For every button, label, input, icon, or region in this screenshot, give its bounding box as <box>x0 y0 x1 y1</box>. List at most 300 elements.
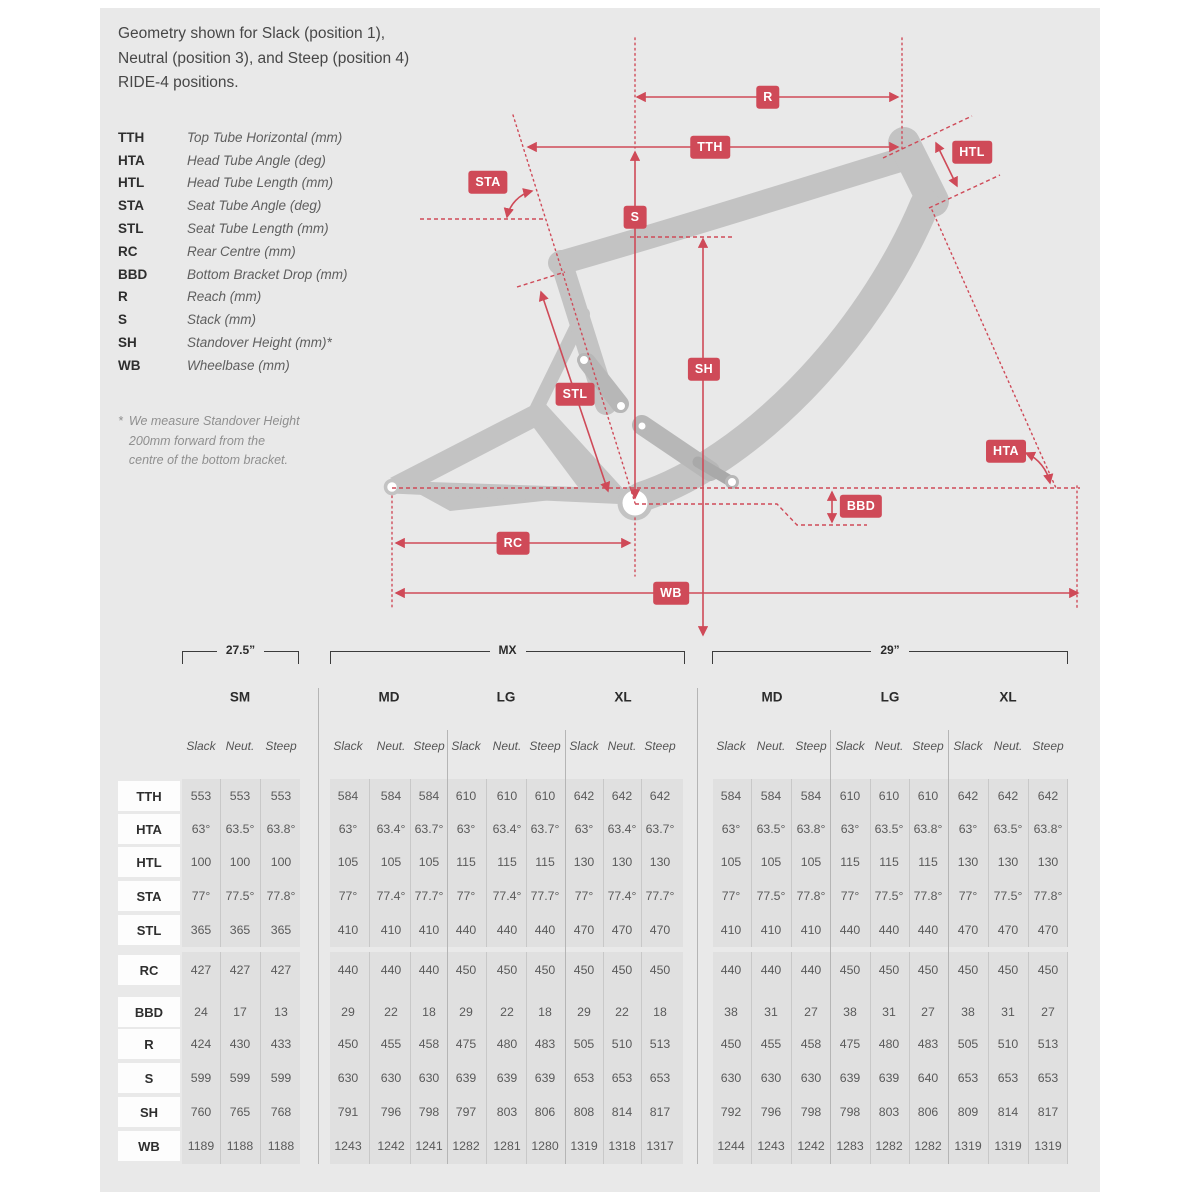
geometry-value: 584 <box>800 789 822 803</box>
geometry-value: 450 <box>534 963 556 977</box>
geometry-value: 63° <box>456 822 476 836</box>
row-label: R <box>118 1029 180 1059</box>
geometry-value: 63.8° <box>913 822 943 836</box>
diagram-badge-sta: STA <box>468 171 507 194</box>
geometry-value: 458 <box>418 1037 440 1051</box>
geometry-value: 640 <box>917 1071 939 1085</box>
geometry-value: 803 <box>496 1105 518 1119</box>
position-header: Steep <box>644 739 676 753</box>
geometry-value: 584 <box>760 789 782 803</box>
position-header: Neut. <box>607 739 637 753</box>
geometry-value: 639 <box>878 1071 900 1085</box>
geometry-value: 630 <box>760 1071 782 1085</box>
column-separator <box>1028 952 1029 1164</box>
geometry-value: 63° <box>958 822 978 836</box>
position-header: Slack <box>186 739 216 753</box>
position-header: Neut. <box>492 739 522 753</box>
geometry-value: 814 <box>997 1105 1019 1119</box>
legend-desc: Bottom Bracket Drop (mm) <box>187 266 348 282</box>
geometry-value: 105 <box>720 855 742 869</box>
geometry-value: 63.8° <box>266 822 296 836</box>
geometry-value: 77.5° <box>756 889 786 903</box>
geometry-value: 470 <box>573 923 595 937</box>
geometry-value: 77.8° <box>913 889 943 903</box>
diagram-badge-bbd: BBD <box>840 495 882 518</box>
geometry-table <box>100 8 1100 1192</box>
geometry-value: 440 <box>720 963 742 977</box>
geometry-value: 470 <box>957 923 979 937</box>
geometry-value: 115 <box>840 855 860 869</box>
column-separator <box>751 779 752 947</box>
size-label: MD <box>761 689 783 705</box>
geometry-value: 450 <box>337 1037 359 1051</box>
geometry-value: 483 <box>917 1037 939 1051</box>
position-header: Steep <box>912 739 944 753</box>
geometry-value: 22 <box>500 1005 514 1019</box>
legend-desc: Top Tube Horizontal (mm) <box>187 129 343 145</box>
geometry-value: 29 <box>577 1005 591 1019</box>
geometry-value: 440 <box>534 923 556 937</box>
geometry-value: 1188 <box>226 1139 254 1153</box>
geometry-value: 630 <box>380 1071 402 1085</box>
geometry-value: 63.7° <box>645 822 675 836</box>
geometry-value: 470 <box>649 923 671 937</box>
geometry-value: 450 <box>455 963 477 977</box>
geometry-value: 63° <box>191 822 211 836</box>
group-separator <box>318 688 319 1164</box>
geometry-value: 63.8° <box>796 822 826 836</box>
column-separator <box>260 779 261 947</box>
column-separator <box>909 779 910 947</box>
geometry-value: 31 <box>882 1005 896 1019</box>
column-separator <box>603 779 604 947</box>
diagram-badge-htl: HTL <box>952 141 992 164</box>
legend-desc: Head Tube Angle (deg) <box>187 152 326 168</box>
geometry-value: 450 <box>878 963 900 977</box>
position-header: Steep <box>795 739 827 753</box>
geometry-value: 77° <box>721 889 741 903</box>
geometry-value: 505 <box>573 1037 595 1051</box>
wheel-size-label: 29” <box>880 643 900 657</box>
geometry-value: 653 <box>997 1071 1019 1085</box>
geometry-panel <box>100 8 1100 1192</box>
row-label: HTL <box>118 847 180 877</box>
row-label: SH <box>118 1097 180 1127</box>
wheel-size-label: MX <box>498 643 517 657</box>
geometry-value: 450 <box>649 963 671 977</box>
bracket-line <box>909 651 1067 652</box>
bracket-line <box>183 651 217 652</box>
column-separator <box>369 952 370 1164</box>
size-label: XL <box>999 689 1017 705</box>
legend-desc: Reach (mm) <box>187 289 262 305</box>
legend-abbr: HTL <box>118 175 145 191</box>
geometry-value: 63.4° <box>376 822 406 836</box>
row-label: S <box>118 1063 180 1093</box>
geometry-value: 13 <box>274 1005 288 1019</box>
bracket-line <box>526 651 685 652</box>
geometry-value: 100 <box>190 855 212 869</box>
geometry-value: 1188 <box>267 1139 295 1153</box>
geometry-value: 77° <box>191 889 211 903</box>
column-separator <box>988 952 989 1164</box>
column-separator <box>1067 779 1068 947</box>
geometry-value: 130 <box>1037 855 1059 869</box>
geometry-value: 29 <box>341 1005 355 1019</box>
geometry-value: 29 <box>459 1005 473 1019</box>
column-separator <box>410 952 411 1164</box>
geometry-value: 440 <box>455 923 477 937</box>
geometry-value: 639 <box>534 1071 556 1085</box>
bracket-line <box>264 651 298 652</box>
geometry-value: 610 <box>839 789 861 803</box>
column-separator <box>870 952 871 1164</box>
geometry-value: 808 <box>573 1105 595 1119</box>
geometry-value: 610 <box>534 789 556 803</box>
wheel-size-bracket <box>182 643 299 664</box>
geometry-value: 18 <box>538 1005 552 1019</box>
geometry-value: 470 <box>1037 923 1059 937</box>
geometry-value: 642 <box>649 789 671 803</box>
column-separator <box>486 952 487 1164</box>
size-label: SM <box>229 689 251 705</box>
geometry-value: 77.7° <box>530 889 560 903</box>
geometry-value: 817 <box>1037 1105 1059 1119</box>
geometry-value: 760 <box>190 1105 212 1119</box>
geometry-value: 115 <box>497 855 517 869</box>
footnote-line: 200mm forward from the <box>128 433 266 448</box>
geometry-value: 584 <box>380 789 402 803</box>
geometry-value: 1319 <box>570 1139 598 1153</box>
geometry-value: 77.8° <box>796 889 826 903</box>
geometry-value: 798 <box>418 1105 440 1119</box>
geometry-value: 809 <box>957 1105 979 1119</box>
geometry-value: 642 <box>997 789 1019 803</box>
position-header: Steep <box>529 739 561 753</box>
position-header: Steep <box>1032 739 1064 753</box>
geometry-value: 653 <box>957 1071 979 1085</box>
geometry-value: 105 <box>418 855 440 869</box>
geometry-value: 642 <box>957 789 979 803</box>
geometry-value: 410 <box>337 923 359 937</box>
footnote-asterisk: * <box>118 414 123 428</box>
geometry-value: 1241 <box>415 1139 443 1153</box>
geometry-value: 77.5° <box>874 889 904 903</box>
geometry-value: 440 <box>496 923 518 937</box>
geometry-value: 410 <box>720 923 742 937</box>
geometry-value: 630 <box>418 1071 440 1085</box>
position-header: Slack <box>716 739 746 753</box>
geometry-value: 22 <box>615 1005 629 1019</box>
diagram-badge-stl: STL <box>556 383 595 406</box>
geometry-value: 38 <box>724 1005 738 1019</box>
row-label: HTA <box>118 814 180 844</box>
size-label: MD <box>378 689 400 705</box>
column-separator <box>260 952 261 1164</box>
geometry-value: 410 <box>760 923 782 937</box>
geometry-value: 450 <box>611 963 633 977</box>
column-separator <box>988 779 989 947</box>
column-separator <box>870 779 871 947</box>
column-separator <box>791 952 792 1164</box>
geometry-value: 610 <box>455 789 477 803</box>
geometry-value: 440 <box>418 963 440 977</box>
geometry-value: 806 <box>534 1105 556 1119</box>
geometry-value: 38 <box>961 1005 975 1019</box>
column-separator <box>641 779 642 947</box>
legend-abbr: HTA <box>118 152 145 168</box>
size-label: LG <box>496 689 516 705</box>
position-header: Steep <box>265 739 297 753</box>
row-label: BBD <box>118 997 180 1027</box>
legend-desc: Standover Height (mm)* <box>187 335 332 351</box>
geometry-value: 599 <box>190 1071 212 1085</box>
geometry-value: 792 <box>720 1105 742 1119</box>
bracket-line <box>713 651 871 652</box>
geometry-value: 365 <box>270 923 292 937</box>
column-separator <box>909 952 910 1164</box>
position-header: Steep <box>413 739 445 753</box>
geometry-value: 610 <box>496 789 518 803</box>
geometry-value: 450 <box>496 963 518 977</box>
geometry-value: 1242 <box>797 1139 825 1153</box>
geometry-value: 505 <box>957 1037 979 1051</box>
geometry-value: 63.5° <box>756 822 786 836</box>
geometry-value: 440 <box>839 923 861 937</box>
diagram-badge-s: S <box>624 206 647 229</box>
geometry-value: 440 <box>878 923 900 937</box>
geometry-value: 105 <box>337 855 359 869</box>
geometry-value: 38 <box>843 1005 857 1019</box>
geometry-value: 77.5° <box>225 889 255 903</box>
diagram-badge-r: R <box>756 86 779 109</box>
geometry-value: 610 <box>917 789 939 803</box>
intro-line: RIDE-4 positions. <box>118 74 239 91</box>
geometry-value: 440 <box>337 963 359 977</box>
geometry-value: 77.5° <box>993 889 1023 903</box>
geometry-value: 480 <box>496 1037 518 1051</box>
geometry-value: 27 <box>921 1005 935 1019</box>
geometry-value: 642 <box>1037 789 1059 803</box>
table-column-stripe <box>182 952 300 1164</box>
geometry-value: 115 <box>918 855 938 869</box>
geometry-value: 115 <box>456 855 476 869</box>
geometry-value: 63.8° <box>1033 822 1063 836</box>
group-separator <box>447 730 448 1164</box>
geometry-value: 798 <box>839 1105 861 1119</box>
geometry-value: 599 <box>229 1071 251 1085</box>
column-separator <box>220 952 221 1164</box>
geometry-value: 653 <box>649 1071 671 1085</box>
column-separator <box>603 952 604 1164</box>
geometry-value: 797 <box>455 1105 477 1119</box>
legend-abbr: STL <box>118 221 144 237</box>
geometry-value: 130 <box>997 855 1019 869</box>
geometry-value: 77.8° <box>1033 889 1063 903</box>
column-separator <box>526 779 527 947</box>
column-separator <box>526 952 527 1164</box>
geometry-value: 475 <box>839 1037 861 1051</box>
geometry-value: 450 <box>917 963 939 977</box>
geometry-value: 1280 <box>531 1139 559 1153</box>
geometry-value: 130 <box>573 855 595 869</box>
geometry-value: 653 <box>573 1071 595 1085</box>
geometry-value: 77.8° <box>266 889 296 903</box>
legend-abbr: RC <box>118 243 138 259</box>
geometry-value: 653 <box>611 1071 633 1085</box>
geometry-value: 1243 <box>334 1139 362 1153</box>
geometry-value: 768 <box>270 1105 292 1119</box>
geometry-value: 450 <box>839 963 861 977</box>
geometry-value: 424 <box>190 1037 212 1051</box>
position-header: Slack <box>333 739 363 753</box>
geometry-value: 599 <box>270 1071 292 1085</box>
geometry-value: 63.5° <box>993 822 1023 836</box>
geometry-value: 798 <box>800 1105 822 1119</box>
geometry-value: 814 <box>611 1105 633 1119</box>
geometry-value: 1244 <box>717 1139 745 1153</box>
geometry-value: 77.4° <box>376 889 406 903</box>
geometry-value: 100 <box>270 855 292 869</box>
geometry-value: 584 <box>337 789 359 803</box>
geometry-value: 450 <box>1037 963 1059 977</box>
geometry-value: 1243 <box>757 1139 785 1153</box>
geometry-value: 27 <box>1041 1005 1055 1019</box>
geometry-value: 27 <box>804 1005 818 1019</box>
geometry-value: 427 <box>270 963 292 977</box>
legend-desc: Head Tube Length (mm) <box>187 175 334 191</box>
geometry-value: 63.4° <box>492 822 522 836</box>
geometry-value: 450 <box>720 1037 742 1051</box>
geometry-value: 410 <box>380 923 402 937</box>
geometry-value: 105 <box>760 855 782 869</box>
geometry-value: 553 <box>270 789 292 803</box>
legend-abbr: SH <box>118 335 137 351</box>
geometry-value: 455 <box>760 1037 782 1051</box>
legend-abbr: WB <box>118 357 141 373</box>
geometry-value: 480 <box>878 1037 900 1051</box>
geometry-value: 553 <box>190 789 212 803</box>
geometry-value: 791 <box>337 1105 359 1119</box>
geometry-value: 765 <box>229 1105 251 1119</box>
geometry-value: 410 <box>800 923 822 937</box>
geometry-value: 440 <box>380 963 402 977</box>
geometry-value: 105 <box>800 855 822 869</box>
diagram-badge-hta: HTA <box>986 440 1026 463</box>
geometry-value: 510 <box>611 1037 633 1051</box>
geometry-value: 1282 <box>452 1139 480 1153</box>
column-separator <box>641 952 642 1164</box>
group-separator <box>565 730 566 1164</box>
diagram-badge-sh: SH <box>688 358 720 381</box>
geometry-value: 77° <box>338 889 358 903</box>
row-label: TTH <box>118 781 180 811</box>
geometry-value: 433 <box>270 1037 292 1051</box>
geometry-value: 77.7° <box>414 889 444 903</box>
geometry-value: 77° <box>456 889 476 903</box>
geometry-value: 77° <box>958 889 978 903</box>
geometry-value: 630 <box>337 1071 359 1085</box>
geometry-value: 63° <box>721 822 741 836</box>
geometry-value: 427 <box>229 963 251 977</box>
geometry-value: 130 <box>649 855 671 869</box>
column-separator <box>751 952 752 1164</box>
geometry-value: 17 <box>233 1005 247 1019</box>
geometry-value: 450 <box>957 963 979 977</box>
geometry-value: 427 <box>190 963 212 977</box>
geometry-value: 630 <box>720 1071 742 1085</box>
size-label: LG <box>880 689 900 705</box>
position-header: Slack <box>569 739 599 753</box>
legend-desc: Rear Centre (mm) <box>187 243 296 259</box>
geometry-value: 365 <box>229 923 251 937</box>
geometry-value: 440 <box>760 963 782 977</box>
geometry-value: 63.4° <box>607 822 637 836</box>
geometry-value: 803 <box>878 1105 900 1119</box>
geometry-value: 642 <box>573 789 595 803</box>
legend-desc: Seat Tube Length (mm) <box>187 221 329 237</box>
column-separator <box>486 779 487 947</box>
geometry-value: 584 <box>720 789 742 803</box>
geometry-value: 1282 <box>875 1139 903 1153</box>
geometry-value: 610 <box>878 789 900 803</box>
geometry-value: 470 <box>611 923 633 937</box>
geometry-value: 63° <box>338 822 358 836</box>
geometry-value: 130 <box>611 855 633 869</box>
column-separator <box>369 779 370 947</box>
geometry-value: 450 <box>573 963 595 977</box>
geometry-value: 63.5° <box>874 822 904 836</box>
geometry-value: 450 <box>997 963 1019 977</box>
column-separator <box>791 779 792 947</box>
geometry-value: 410 <box>418 923 440 937</box>
wheel-size-bracket <box>330 643 685 664</box>
geometry-value: 77° <box>574 889 594 903</box>
position-header: Slack <box>451 739 481 753</box>
geometry-value: 1189 <box>187 1139 215 1153</box>
geometry-value: 130 <box>957 855 979 869</box>
geometry-value: 630 <box>800 1071 822 1085</box>
geometry-value: 365 <box>190 923 212 937</box>
geometry-value: 796 <box>760 1105 782 1119</box>
geometry-value: 455 <box>380 1037 402 1051</box>
geometry-value: 1283 <box>836 1139 864 1153</box>
diagram-badge-tth: TTH <box>690 136 730 159</box>
legend-abbr: BBD <box>118 266 148 282</box>
position-header: Slack <box>835 739 865 753</box>
column-separator <box>220 779 221 947</box>
geometry-value: 63.7° <box>414 822 444 836</box>
geometry-value: 796 <box>380 1105 402 1119</box>
column-separator <box>1067 952 1068 1164</box>
table-column-stripe <box>713 952 1068 1164</box>
geometry-value: 1242 <box>377 1139 405 1153</box>
geometry-value: 63° <box>840 822 860 836</box>
footnote-line: We measure Standover Height <box>128 414 300 428</box>
geometry-value: 22 <box>384 1005 398 1019</box>
legend-abbr: STA <box>118 198 144 214</box>
geometry-value: 18 <box>422 1005 436 1019</box>
position-header: Slack <box>953 739 983 753</box>
size-label: XL <box>614 689 632 705</box>
geometry-value: 806 <box>917 1105 939 1119</box>
position-header: Neut. <box>225 739 255 753</box>
geometry-value: 18 <box>653 1005 667 1019</box>
legend-desc: Wheelbase (mm) <box>187 357 290 373</box>
geometry-value: 513 <box>649 1037 671 1051</box>
geometry-value: 458 <box>800 1037 822 1051</box>
diagram-badge-rc: RC <box>497 532 530 555</box>
